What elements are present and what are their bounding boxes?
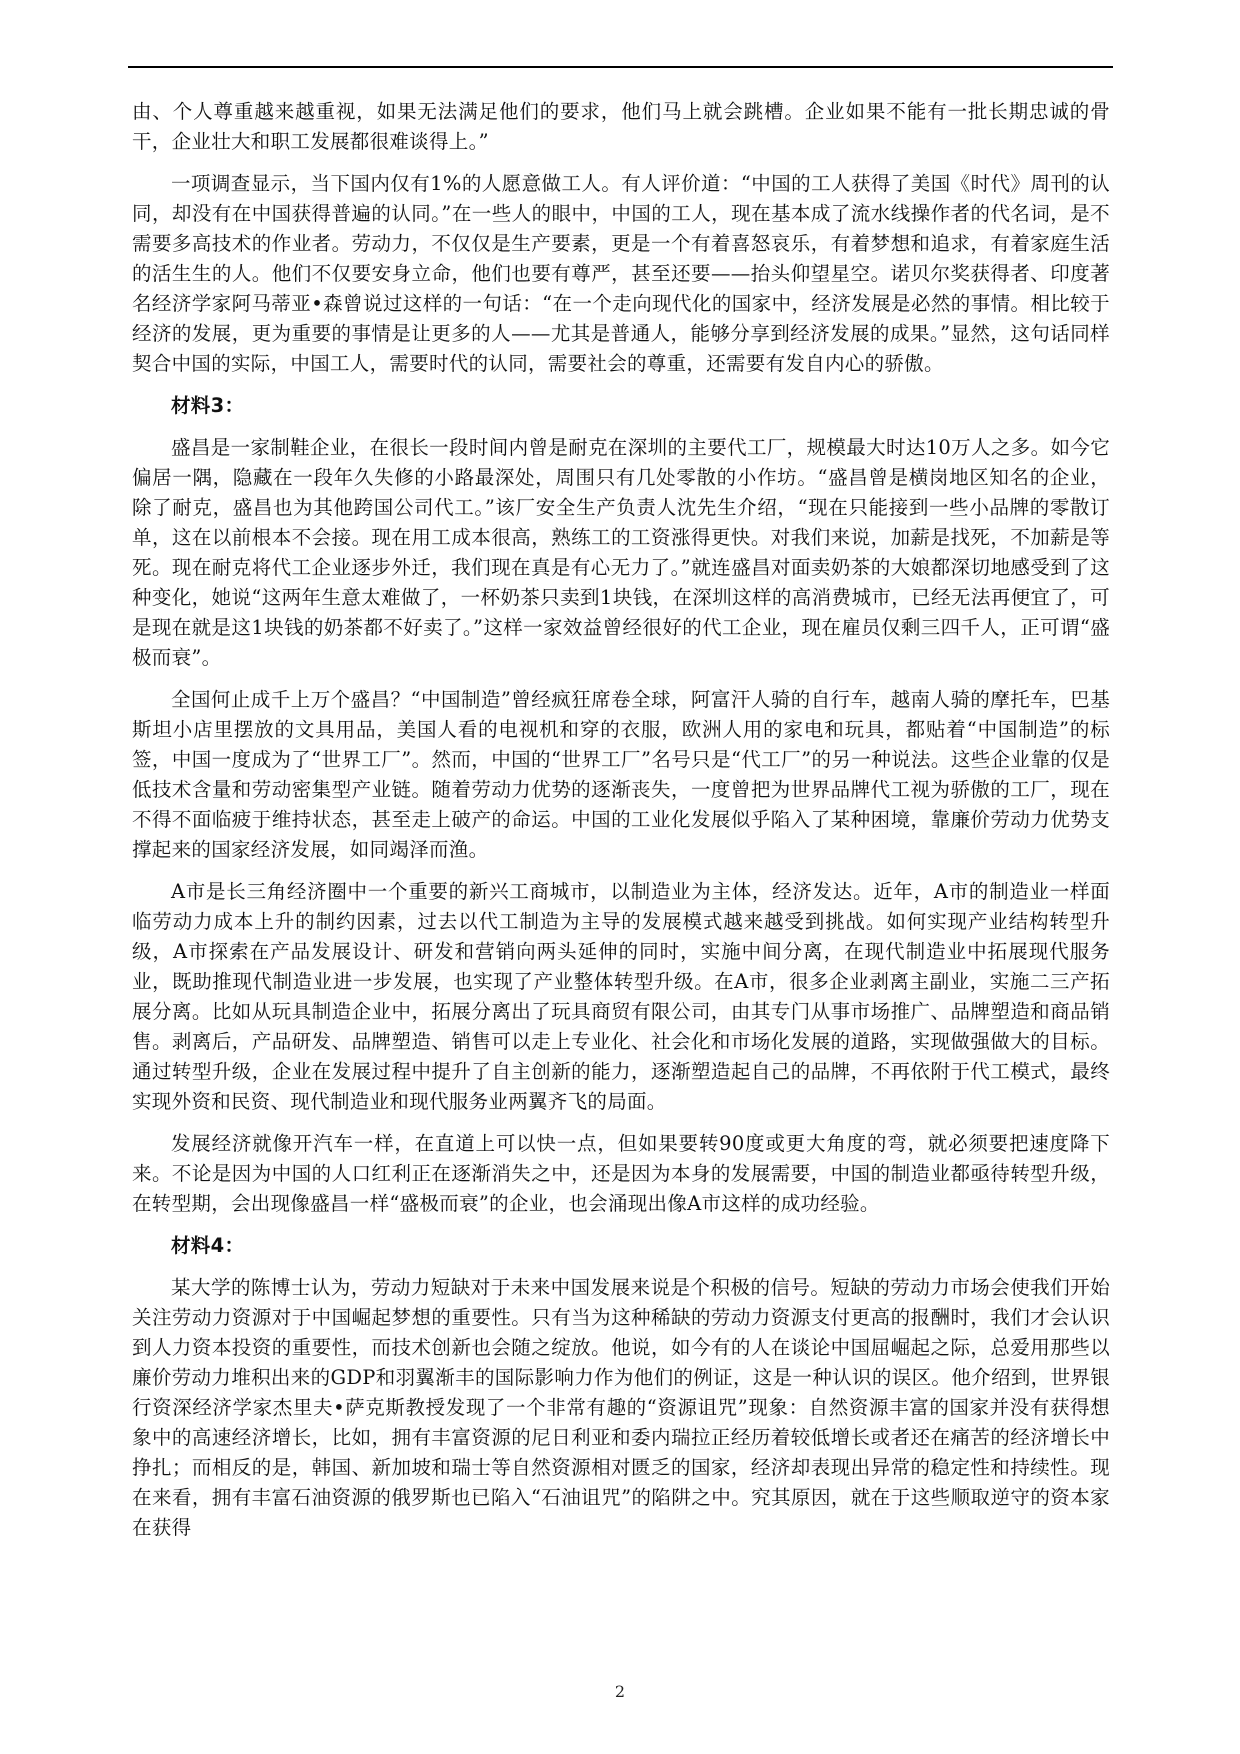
paragraph-dr-chen: 某大学的陈博士认为，劳动力短缺对于未来中国发展来说是个积极的信号。短缺的劳动力市场会使我们开始关注劳动力资源对于中国崛起梦想的重要性。只有当为这种稀缺的劳动力资源支付更高的报酬时，我们才会认识到人力资本投资的重要性，而技术创新也会随之绽放。他说，如今有的人在谈论中国屈崛起之际，总爱用那些以廉价劳动力堆积出来的GDP和羽翼渐丰的国际影响力作为他们的例证，这是一种认识的误区。他介绍到，世界银行资深经济学家杰里夫•萨克斯教授发现了一个非常有趣的“资源诅咒”现象：自然资源丰富的国家并没有获得想象中的高速经济增长，比如，拥有丰富资源的尼日利亚和委内瑞拉正经历着较低增长或者还在痛苦的经济增长中挣扎；而相反的是，韩国、新加坡和瑞士等自然资源相对匮乏的国家，经济却表现出异常的稳定性和持续性。现在来看，拥有丰富石油资源的俄罗斯也已陷入“石油诅咒”的陷阱之中。究其原因，就在于这些顺取逆守的资本家在获得 <box>132 1276 1110 1539</box>
paragraph-survey: 一项调查显示，当下国内仅有1%的人愿意做工人。有人评价道：“中国的工人获得了美国《时代》周刊的认同，却没有在中国获得普遍的认同。”在一些人的眼中，中国的工人，现在基本成了流水线操作者的代名词，是不需要多高技术的作业者。劳动力，不仅仅是生产要素，更是一个有着喜怒哀乐，有着梦想和追求，有着家庭生活的活生生的人。他们不仅要安身立命，他们也要有尊严，甚至还要——抬头仰望星空。诺贝尔奖获得者、印度著名经济学家阿马蒂亚•森曾说过这样的一句话：“在一个走向现代化的国家中，经济发展是必然的事情。相比较于经济的发展，更为重要的事情是让更多的人——尤其是普通人，能够分享到经济发展的成果。”显然，这句话同样契合中国的实际，中国工人，需要时代的认同，需要社会的尊重，还需要有发自内心的骄傲。 <box>132 172 1110 375</box>
paragraph-city-a: A市是长三角经济圈中一个重要的新兴工商城市，以制造业为主体，经济发达。近年，A市的制造业一样面临劳动力成本上升的制约因素，过去以代工制造为主导的发展模式越来越受到挑战。如何实现产业结构转型升级，A市探索在产品发展设计、研发和营销向两头延伸的同时，实施中间分离，在现代制造业中拓展现代服务业，既助推现代制造业进一步发展，也实现了产业整体转型升级。在A市，很多企业剥离主副业，实施二三产拓展分离。比如从玩具制造企业中，拓展分离出了玩具商贸有限公司，由其专门从事市场推广、品牌塑造和商品销售。剥离后，产品研发、品牌塑造、销售可以走上专业化、社会化和市场化发展的道路，实现做强做大的目标。通过转型升级，企业在发展过程中提升了自主创新的能力，逐渐塑造起自己的品牌，不再依附于代工模式，最终实现外资和民资、现代制造业和现代服务业两翼齐飞的局面。 <box>132 880 1110 1113</box>
header-rule <box>128 66 1113 68</box>
page-number: 2 <box>614 1682 626 1701</box>
heading-material-4: 材料4： <box>171 1234 245 1257</box>
document-body <box>132 97 1110 1555</box>
paragraph-continuation: 由、个人尊重越来越重视，如果无法满足他们的要求，他们马上就会跳槽。企业如果不能有一批长期忠诚的骨干，企业壮大和职工发展都很难谈得上。” <box>132 100 1110 153</box>
paragraph-economy-car: 发展经济就像开汽车一样，在直道上可以快一点，但如果要转90度或更大角度的弯，就必须要把速度降下来。不论是因为中国的人口红利正在逐渐消失之中，还是因为本身的发展需要，中国的制造业都亟待转型升级，在转型期，会出现像盛昌一样“盛极而衰”的企业，也会涌现出像A市这样的成功经验。 <box>132 1132 1110 1215</box>
paragraph-shengchang: 盛昌是一家制鞋企业，在很长一段时间内曾是耐克在深圳的主要代工厂，规模最大时达10万人之多。如今它偏居一隅，隐藏在一段年久失修的小路最深处，周围只有几处零散的小作坊。“盛昌曾是横岗地区知名的企业，除了耐克，盛昌也为其他跨国公司代工。”该厂安全生产负责人沈先生介绍，“现在只能接到一些小品牌的零散订单，这在以前根本不会接。现在用工成本很高，熟练工的工资涨得更快。对我们来说，加薪是找死，不加薪是等死。现在耐克将代工企业逐步外迁，我们现在真是有心无力了。”就连盛昌对面卖奶茶的大娘都深切地感受到了这种变化，她说“这两年生意太难做了，一杯奶茶只卖到1块钱，在深圳这样的高消费城市，已经无法再便宜了，可是现在就是这1块钱的奶茶都不好卖了。”这样一家效益曾经很好的代工企业，现在雇员仅剩三四千人，正可谓“盛极而衰”。 <box>132 436 1110 669</box>
heading-material-3: 材料3： <box>171 394 245 417</box>
paragraph-made-in-china: 全国何止成千上万个盛昌？“中国制造”曾经疯狂席卷全球，阿富汗人骑的自行车，越南人骑的摩托车，巴基斯坦小店里摆放的文具用品，美国人看的电视机和穿的衣服，欧洲人用的家电和玩具，都贴着“中国制造”的标签，中国一度成为了“世界工厂”。然而，中国的“世界工厂”名号只是“代工厂”的另一种说法。这些企业靠的仅是低技术含量和劳动密集型产业链。随着劳动力优势的逐渐丧失，一度曾把为世界品牌代工视为骄傲的工厂，现在不得不面临疲于维持状态，甚至走上破产的命运。中国的工业化发展似乎陷入了某种困境，靠廉价劳动力优势支撑起来的国家经济发展，如同竭泽而渔。 <box>132 688 1110 861</box>
